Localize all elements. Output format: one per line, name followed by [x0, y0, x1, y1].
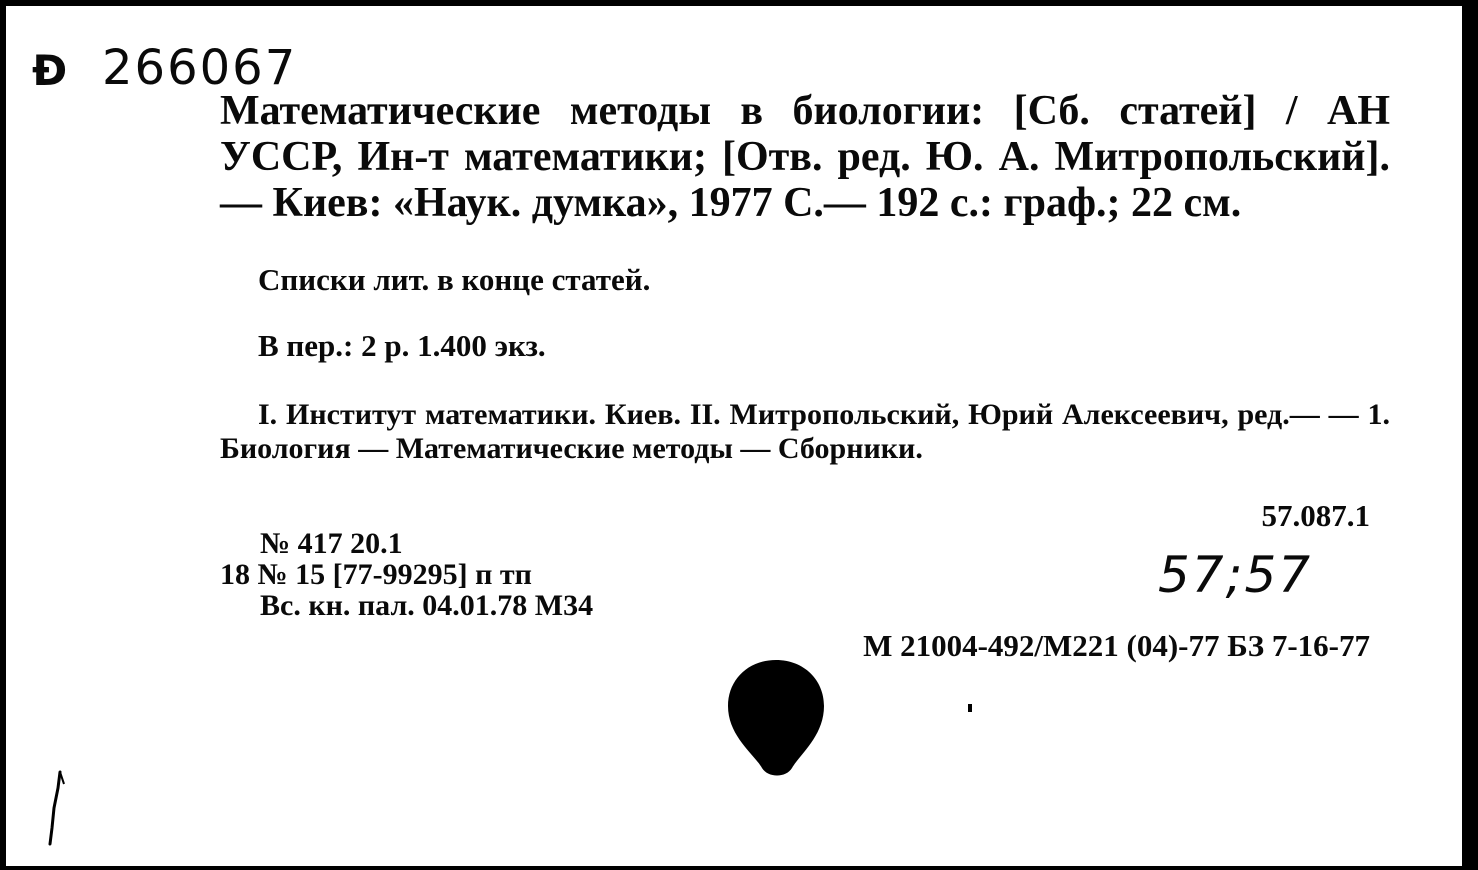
- price-note: В пер.: 2 р. 1.400 экз.: [258, 328, 546, 363]
- order-line: М 21004-492/М221 (04)-77 БЗ 7-16-77: [863, 628, 1370, 663]
- handwritten-shelf-mark: 57;57: [1158, 546, 1313, 604]
- call-number: 266067: [102, 40, 298, 96]
- tracings: I. Институт математики. Киев. II. Митропольский, Юрий Алексеевич, ред.— — 1. Биология — Математические методы — Сборники.: [220, 398, 1390, 465]
- imprint-line-1: № 417 20.1: [260, 527, 403, 560]
- handwritten-stroke-icon: [42, 768, 72, 848]
- call-mark: Ð: [32, 46, 68, 95]
- bibliography-note: Списки лит. в конце статей.: [258, 262, 651, 297]
- imprint-block: [220, 528, 593, 621]
- main-entry-rest: методы в биологии: [Сб. статей] / АН УССР, Ин-т математики; [Отв. ред. Ю. А. Митропольский].— Киев: «Наук. думка», 1977 С.— 192 с.: граф.; 22 см.: [220, 88, 1390, 226]
- classification-number: 57.087.1: [1261, 498, 1370, 533]
- ink-speck: [968, 704, 972, 712]
- punch-hole-icon: [724, 656, 828, 780]
- imprint-line-2: 18 № 15 [77-99295] п тп: [220, 558, 532, 591]
- main-entry: [220, 88, 1390, 226]
- imprint-line-3: Вс. кн. пал. 04.01.78 М34: [260, 589, 594, 622]
- main-entry-emphasis: Математические: [220, 88, 541, 134]
